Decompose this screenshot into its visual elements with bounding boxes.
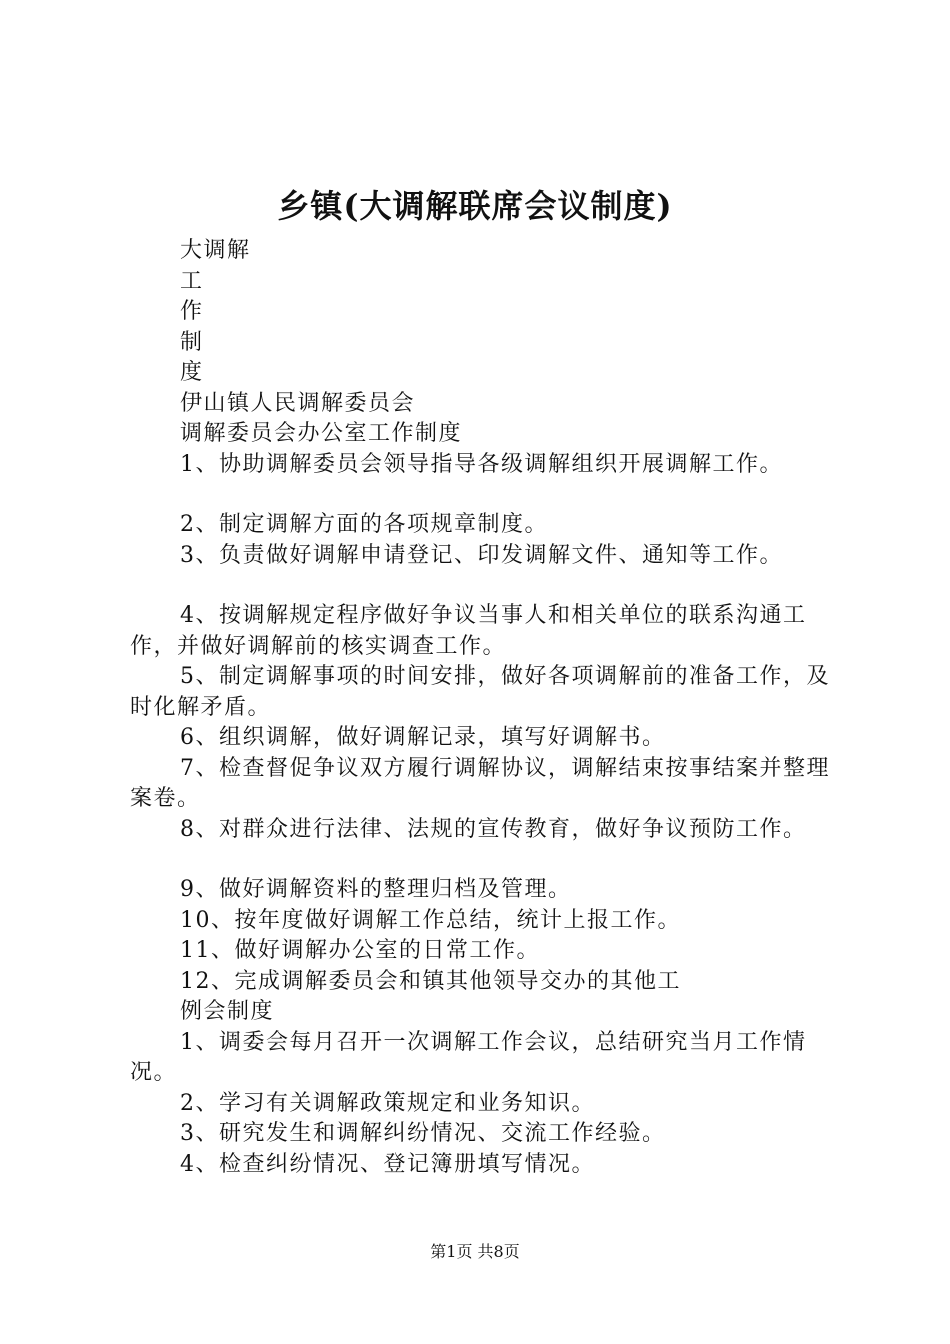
- spacer: [130, 480, 870, 510]
- organization-name: 伊山镇人民调解委员会: [180, 390, 416, 416]
- list-item: 11、做好调解办公室的日常工作。: [180, 938, 540, 963]
- list-item: 1、协助调解委员会领导指导各级调解组织开展调解工作。: [180, 451, 783, 477]
- list-item: 10、按年度做好调解工作总结，统计上报工作。: [180, 907, 681, 933]
- page-number: 第1页 共8页: [430, 1242, 520, 1261]
- list-item: 6、组织调解，做好调解记录，填写好调解书。: [180, 725, 666, 750]
- list-item: 7、检查督促争议双方履行调解协议，调解结束按事结案并整理案卷。: [130, 755, 830, 811]
- section-heading: 例会制度: [180, 999, 275, 1024]
- list-item: 3、负责做好调解申请登记、印发调解文件、通知等工作。: [180, 542, 783, 568]
- list-item: 8、对群众进行法律、法规的宣传教育，做好争议预防工作。: [180, 816, 807, 842]
- heading-line: 制: [180, 329, 204, 355]
- list-item: 2、学习有关调解政策规定和业务知识。: [180, 1090, 595, 1116]
- heading-line: 度: [180, 360, 204, 385]
- document-title: 乡镇(大调解联席会议制度): [277, 187, 673, 225]
- heading-line: 工: [180, 268, 204, 294]
- list-item: 2、制定调解方面的各项规章制度。: [180, 512, 548, 537]
- list-item: 4、检查纠纷情况、登记簿册填写情况。: [180, 1151, 595, 1177]
- list-item: 5、制定调解事项的时间安排，做好各项调解前的准备工作，及时化解矛盾。: [130, 664, 830, 720]
- document-body: [130, 236, 870, 1180]
- list-item: 9、做好调解资料的整理归档及管理。: [180, 877, 572, 902]
- list-item: 12、完成调解委员会和镇其他领导交办的其他工: [180, 968, 681, 994]
- list-item: 3、研究发生和调解纠纷情况、交流工作经验。: [180, 1121, 666, 1146]
- list-item: 4、按调解规定程序做好争议当事人和相关单位的联系沟通工作，并做好调解前的核实调查工作。: [130, 603, 807, 659]
- heading-line: 作: [180, 299, 204, 324]
- spacer: [130, 845, 870, 875]
- spacer: [130, 571, 870, 601]
- list-item: 1、调委会每月召开一次调解工作会议，总结研究当月工作情况。: [130, 1029, 807, 1085]
- heading-line: 大调解: [180, 238, 251, 263]
- section-heading: 调解委员会办公室工作制度: [180, 421, 463, 446]
